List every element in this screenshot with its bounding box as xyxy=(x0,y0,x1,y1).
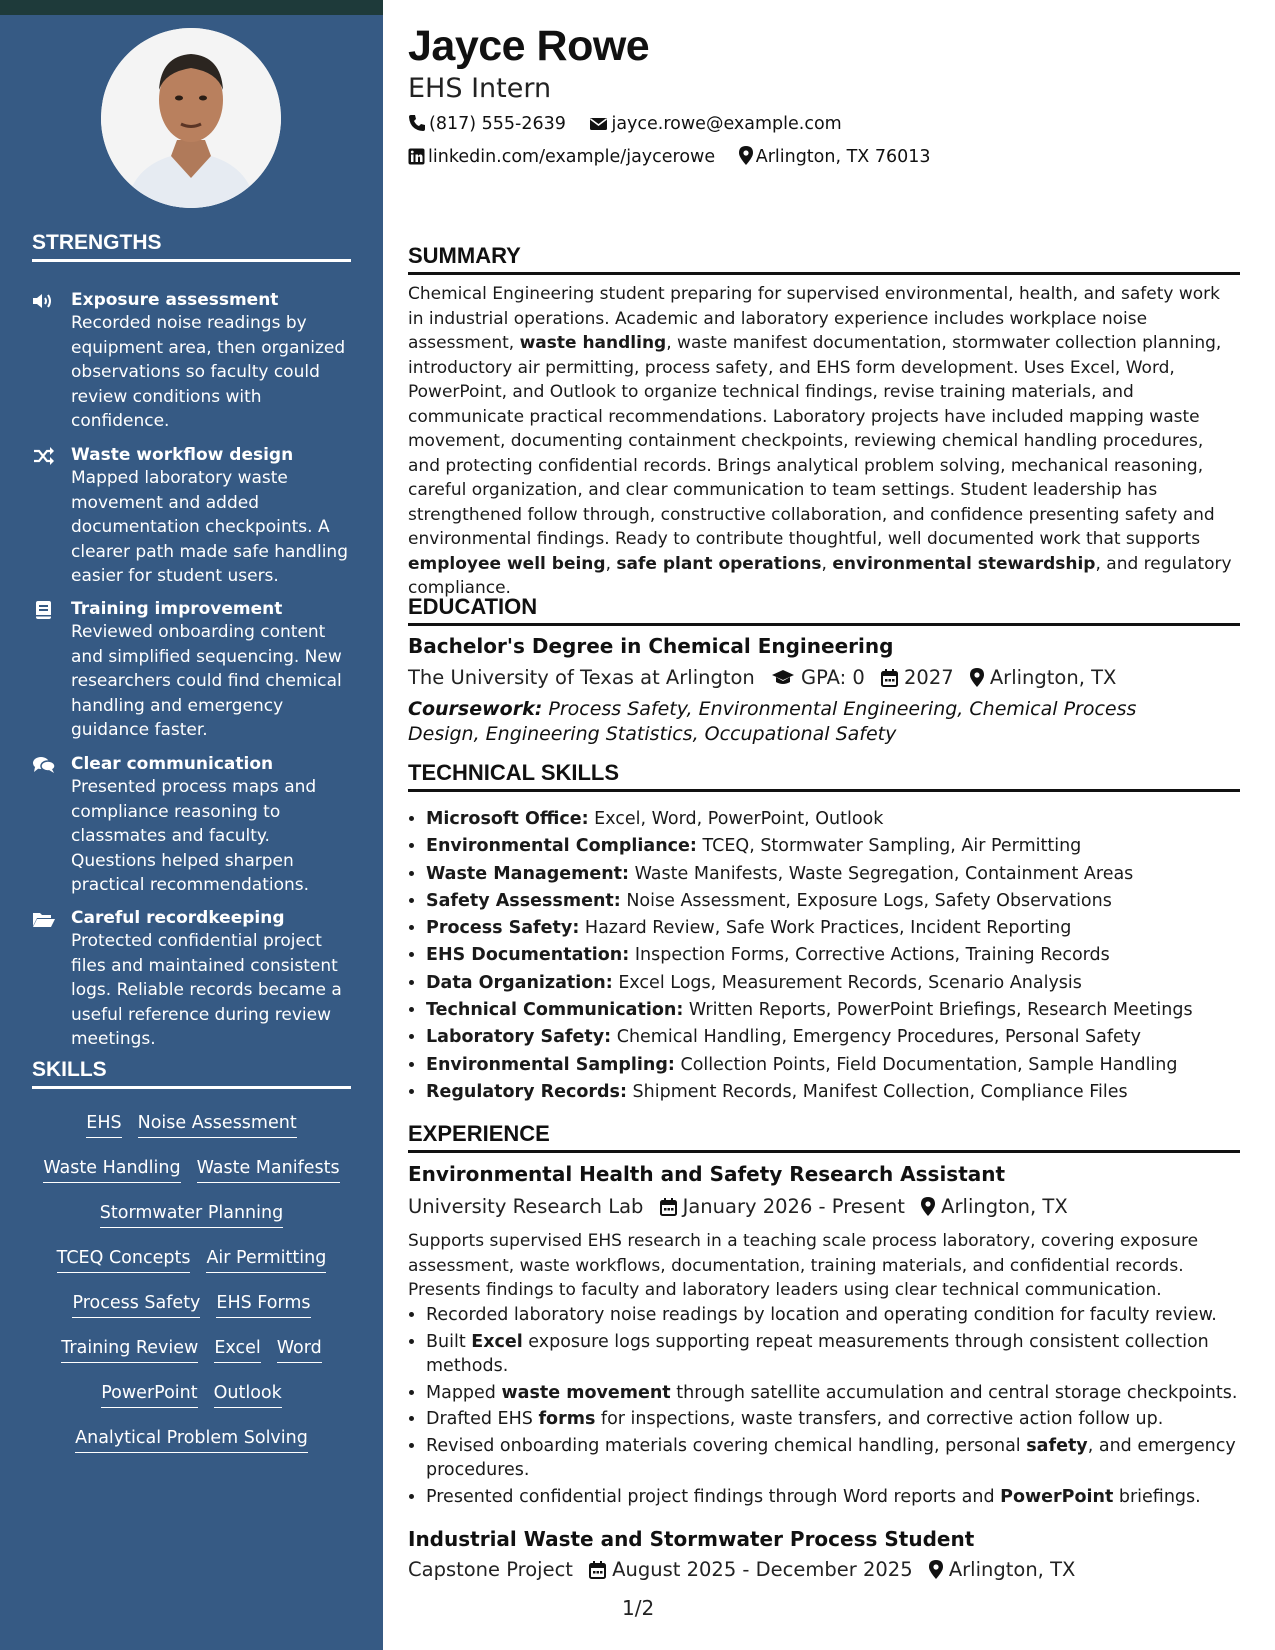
job-bullet xyxy=(426,1303,1258,1328)
candidate-name: Jayce Rowe xyxy=(408,22,650,70)
contact-phone xyxy=(408,114,566,134)
job-dates: August 2025 - December 2025 xyxy=(612,1558,913,1581)
text-segment: Built xyxy=(426,1331,472,1352)
job-dates: January 2026 - Present xyxy=(682,1195,905,1218)
education-heading: EDUCATION xyxy=(408,594,1240,626)
skill-tag: Noise Assessment xyxy=(138,1111,297,1138)
strength-item xyxy=(32,444,352,589)
skill-tag: Air Permitting xyxy=(206,1246,326,1273)
skills-tag-cloud xyxy=(32,1111,351,1471)
bold-text: safety xyxy=(1026,1435,1088,1456)
school-name: The University of Texas at Arlington xyxy=(408,666,755,689)
map-marker-icon xyxy=(970,668,984,687)
skill-row xyxy=(32,1246,351,1291)
strength-title: Exposure assessment xyxy=(71,290,279,310)
bold-text: safe plant operations xyxy=(616,553,822,574)
technical-skill-item xyxy=(426,1079,1258,1106)
job-meta xyxy=(408,1195,1078,1218)
text-segment: Drafted EHS xyxy=(426,1409,539,1429)
strength-text: Mapped laboratory waste movement and added documentation checkpoints. A clearer path made safe handling easier for student users. xyxy=(71,468,348,586)
map-marker-icon xyxy=(921,1197,935,1216)
summary-heading: SUMMARY xyxy=(408,243,1240,275)
degree-title: Bachelor's Degree in Chemical Engineering xyxy=(408,634,894,658)
technical-skill-item xyxy=(426,942,1258,969)
education-location: Arlington, TX xyxy=(989,666,1117,689)
job-org: Capstone Project xyxy=(408,1558,573,1581)
skill-values: Excel Logs, Measurement Records, Scenario Analysis xyxy=(618,972,1082,993)
email-link[interactable]: jayce.rowe@example.com xyxy=(611,114,842,134)
text-segment: Recorded laboratory noise readings by location and operating condition for faculty review. xyxy=(426,1305,1217,1325)
strength-title: Waste workflow design xyxy=(71,445,294,465)
skill-tag: Waste Manifests xyxy=(197,1156,340,1183)
skill-row xyxy=(32,1291,351,1336)
skill-values: Excel, Word, PowerPoint, Outlook xyxy=(594,809,884,829)
skill-category: Technical Communication: xyxy=(426,1000,684,1021)
skill-category: Process Safety: xyxy=(426,918,580,939)
skill-values: Hazard Review, Safe Work Practices, Incident Reporting xyxy=(584,918,1072,939)
job-org: University Research Lab xyxy=(408,1195,644,1218)
technical-skill-item xyxy=(426,806,1258,833)
strength-text: Presented process maps and compliance reasoning to classmates and faculty. Questions helped sharpen practical recommendations. xyxy=(71,777,317,895)
summary-text xyxy=(408,282,1240,601)
skill-tag: EHS Forms xyxy=(216,1291,310,1318)
text-segment: through satellite accumulation and central storage checkpoints. xyxy=(670,1382,1238,1403)
graduation-cap-icon xyxy=(771,669,795,687)
technical-skill-item xyxy=(426,833,1258,860)
comments-icon xyxy=(32,755,56,775)
gpa-text: GPA: 0 xyxy=(801,666,865,689)
education-meta xyxy=(408,666,1126,689)
job-title: Environmental Health and Safety Research Assistant xyxy=(408,1162,1006,1186)
strength-item xyxy=(32,753,352,898)
skill-values: Noise Assessment, Exposure Logs, Safety Observations xyxy=(626,890,1112,911)
strength-text: Protected confidential project files and maintained consistent logs. Reliable records became a useful reference during review meetings. xyxy=(71,931,342,1049)
text-segment: Chemical Engineering student preparing for supervised environmental, health, and safety work in industrial operations. Academic and laboratory experience includes workplace noise assessment, xyxy=(408,284,1220,353)
technical-skill-item xyxy=(426,1052,1258,1079)
skill-category: Safety Assessment: xyxy=(426,890,621,911)
bold-text: PowerPoint xyxy=(1000,1486,1114,1507)
sidebar xyxy=(0,15,383,1650)
strength-item xyxy=(32,598,352,743)
strength-text: Recorded noise readings by equipment area, then organized observations so faculty could review conditions with confidence. xyxy=(71,313,346,431)
skill-tag: Analytical Problem Solving xyxy=(75,1426,308,1453)
skill-row xyxy=(32,1111,351,1156)
text-segment: exposure logs supporting repeat measurements through consistent collection methods. xyxy=(426,1331,1209,1376)
skill-tag: Stormwater Planning xyxy=(100,1201,283,1228)
job-bullet xyxy=(426,1485,1258,1510)
text-segment: , waste manifest documentation, stormwater collection planning, introductory air permitting, process safety, and EHS form development. Uses Excel, Word, PowerPoint, and Outlook to organize technical findings, revise training materials, and communicate practical recommendations. Laboratory projects have included mapping waste movement, documenting containment checkpoints, reviewing chemical handling procedures, and protecting confidential records. Brings analytical problem solving, mechanical reasoning, careful organization, and clear communication to team settings. Student leadership has strengthened follow through, constructive collaboration, and confidence presenting safety and environmental findings. Ready to contribute thoughtful, well documented work that supports xyxy=(408,333,1222,549)
map-marker-icon xyxy=(739,146,753,165)
text-segment: , and regulatory compliance. xyxy=(408,553,1232,598)
skill-tag: Training Review xyxy=(61,1336,198,1363)
technical-skill-item xyxy=(426,861,1258,888)
text-segment: Revised onboarding materials covering chemical handling, personal xyxy=(426,1435,1027,1456)
job-bullet xyxy=(426,1434,1258,1483)
text-segment: for inspections, waste transfers, and corrective action follow up. xyxy=(595,1409,1164,1429)
contact-location xyxy=(739,146,931,167)
skill-values: Chemical Handling, Emergency Procedures, Personal Safety xyxy=(616,1027,1141,1048)
skill-values: Collection Points, Field Documentation, Sample Handling xyxy=(680,1054,1178,1075)
technical-skill-item xyxy=(426,997,1258,1024)
skill-tag: EHS xyxy=(86,1111,121,1138)
skill-row xyxy=(32,1426,351,1471)
bold-text: employee well being xyxy=(408,553,606,574)
skill-values: Shipment Records, Manifest Collection, Compliance Files xyxy=(632,1081,1128,1102)
skill-tag: Waste Handling xyxy=(43,1156,180,1183)
book-icon xyxy=(32,600,56,620)
job-description: Supports supervised EHS research in a teaching scale process laboratory, covering exposure assessment, waste workflows, documentation, training materials, and confidential records. Presents findings to faculty and laboratory leaders using clear technical communication. xyxy=(408,1231,1199,1300)
sidebar-top-bar xyxy=(0,0,383,15)
text-segment: Mapped xyxy=(426,1382,502,1403)
page-number: 1/2 xyxy=(622,1596,655,1620)
job-bullets xyxy=(408,1303,1258,1511)
skill-tag: PowerPoint xyxy=(101,1381,197,1408)
skill-row xyxy=(32,1201,351,1246)
graduation-year: 2027 xyxy=(904,666,954,689)
bold-text: forms xyxy=(538,1409,596,1429)
job-location: Arlington, TX xyxy=(948,1558,1076,1581)
skill-values: Written Reports, PowerPoint Briefings, Research Meetings xyxy=(688,1000,1193,1021)
skill-category: EHS Documentation: xyxy=(426,945,630,966)
strength-title: Training improvement xyxy=(71,599,283,619)
job-title: EHS Intern xyxy=(408,73,552,104)
location-text: Arlington, TX 76013 xyxy=(755,147,931,167)
skill-values: TCEQ, Stormwater Sampling, Air Permitting xyxy=(702,836,1082,857)
technical-skill-item xyxy=(426,915,1258,942)
skill-values: Inspection Forms, Corrective Actions, Training Records xyxy=(634,945,1110,966)
job-bullet xyxy=(426,1381,1258,1406)
contact-row xyxy=(408,146,949,167)
text-segment: , xyxy=(821,553,833,574)
skill-tag: Excel xyxy=(214,1336,260,1363)
skill-values: Waste Manifests, Waste Segregation, Containment Areas xyxy=(634,863,1134,884)
skill-tag: Word xyxy=(277,1336,322,1363)
bold-text: environmental stewardship xyxy=(832,553,1096,574)
calendar-icon xyxy=(660,1198,677,1216)
strengths-heading: STRENGTHS xyxy=(32,231,351,262)
contact-row xyxy=(408,114,860,134)
skill-row xyxy=(32,1336,351,1381)
coursework-list: Process Safety, Environmental Engineering, Chemical Process Design, Engineering Statistics, Occupational Safety xyxy=(408,698,1137,745)
job-location: Arlington, TX xyxy=(941,1195,1068,1218)
linkedin-icon xyxy=(408,148,425,165)
map-marker-icon xyxy=(929,1560,943,1579)
text-segment: , xyxy=(605,553,617,574)
envelope-icon xyxy=(589,116,608,132)
bold-text: waste handling xyxy=(519,333,667,353)
job-bullet xyxy=(426,1407,1258,1432)
contact-linkedin[interactable] xyxy=(408,147,715,167)
text-segment: , and emergency procedures. xyxy=(426,1435,1236,1480)
bold-text: waste movement xyxy=(501,1382,671,1403)
coursework-label: Coursework: xyxy=(408,698,543,720)
contact-email[interactable] xyxy=(589,114,841,134)
skill-category: Regulatory Records: xyxy=(426,1081,627,1102)
text-segment: briefings. xyxy=(1113,1486,1201,1507)
technical-skill-item xyxy=(426,888,1258,915)
technical-skill-item xyxy=(426,970,1258,997)
strength-item xyxy=(32,289,352,434)
technical-skills-heading: TECHNICAL SKILLS xyxy=(408,760,1240,792)
skill-category: Environmental Sampling: xyxy=(426,1054,675,1075)
speaker-icon xyxy=(32,291,56,311)
profile-photo xyxy=(101,28,281,208)
strength-item xyxy=(32,907,352,1052)
shuffle-icon xyxy=(32,446,56,466)
bold-text: Excel xyxy=(471,1331,523,1352)
skill-tag: Process Safety xyxy=(72,1291,200,1318)
skill-category: Microsoft Office: xyxy=(426,809,589,829)
skills-heading: SKILLS xyxy=(32,1058,351,1089)
job-title: Industrial Waste and Stormwater Process Student xyxy=(408,1527,975,1551)
text-segment: Presented confidential project findings through Word reports and xyxy=(426,1486,1001,1507)
job-meta xyxy=(408,1558,1085,1581)
coursework xyxy=(408,697,1208,747)
skill-category: Environmental Compliance: xyxy=(426,836,697,857)
skill-category: Data Organization: xyxy=(426,972,613,993)
skill-category: Laboratory Safety: xyxy=(426,1027,612,1048)
skill-row xyxy=(32,1381,351,1426)
skill-tag: Outlook xyxy=(214,1381,282,1408)
strength-text: Reviewed onboarding content and simplified sequencing. New researchers could find chemical handling and emergency guidance faster. xyxy=(71,622,342,740)
linkedin-link[interactable]: linkedin.com/example/jaycerowe xyxy=(428,147,716,167)
calendar-icon xyxy=(881,669,898,687)
strength-title: Clear communication xyxy=(71,754,274,774)
strength-title: Careful recordkeeping xyxy=(71,908,285,928)
experience-heading: EXPERIENCE xyxy=(408,1121,1240,1153)
calendar-icon xyxy=(589,1561,606,1579)
technical-skills-list xyxy=(408,806,1258,1106)
skill-tag: TCEQ Concepts xyxy=(57,1246,191,1273)
phone-text: (817) 555-2639 xyxy=(429,114,566,134)
job-bullet xyxy=(426,1330,1258,1379)
folder-open-icon xyxy=(32,909,56,929)
skill-category: Waste Management: xyxy=(426,863,630,884)
technical-skill-item xyxy=(426,1024,1258,1051)
skill-row xyxy=(32,1156,351,1201)
phone-icon xyxy=(408,114,426,132)
